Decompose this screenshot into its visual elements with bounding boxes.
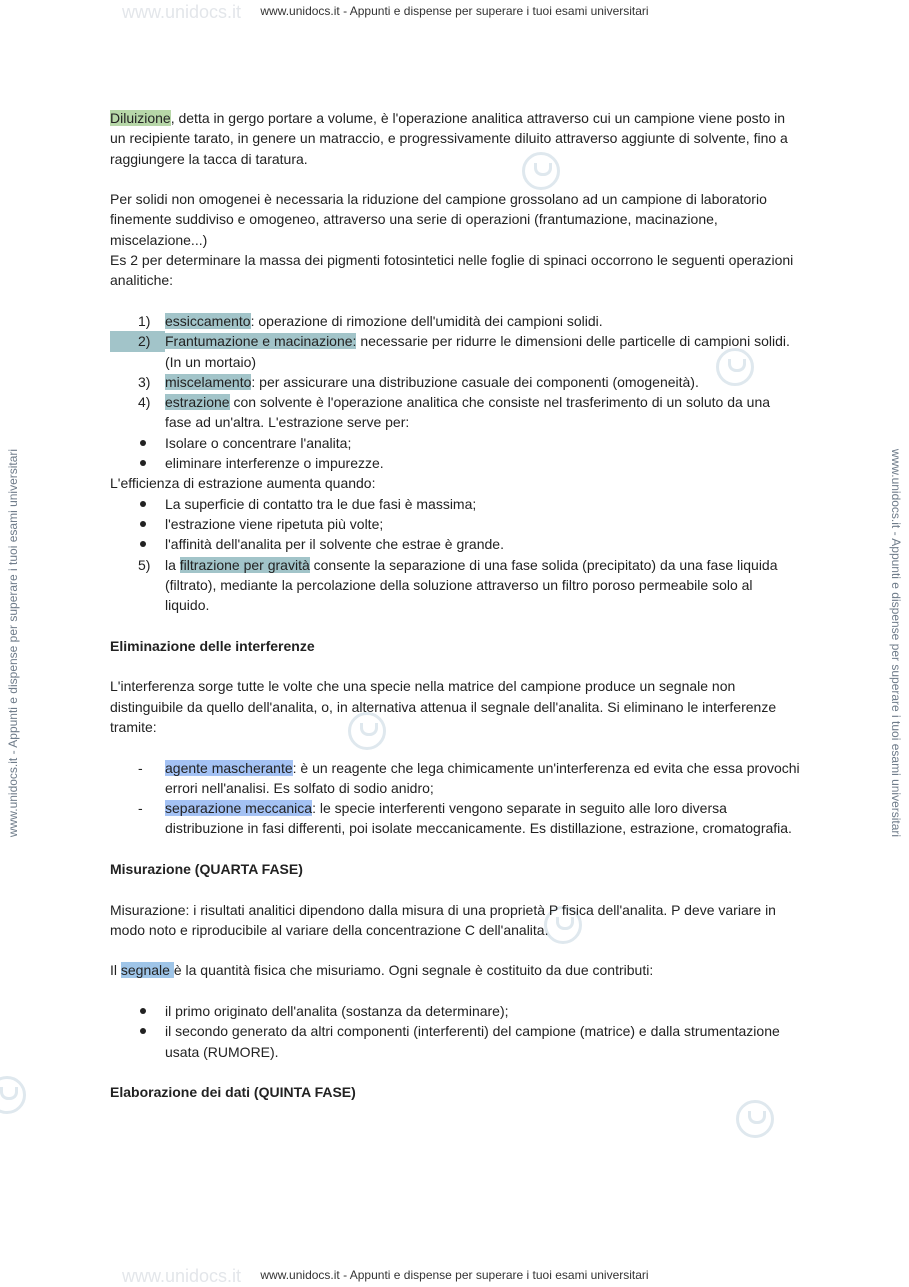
list-item: eliminare interferenze o impurezze. bbox=[110, 453, 800, 473]
highlighted-term: segnale bbox=[120, 962, 174, 979]
unidocs-logo-icon bbox=[736, 1100, 774, 1138]
list-item: - agente mascherante: è un reagente che lega chimicamente un'interferenza ed evita che essa provochi errori nell'analisi. Es solfato di sodio anidro; bbox=[138, 759, 800, 796]
bullet-icon bbox=[140, 1028, 146, 1034]
paragraph-solids: Per solidi non omogenei è necessaria la riduzione del campione grossolano ad un campione di laboratorio finemente suddiviso e omogeneo, attraverso una serie di operazioni (frantumazione, macinazione, miscelazione...) bbox=[110, 191, 767, 248]
highlighted-term: agente mascherante bbox=[165, 759, 293, 776]
bullet-icon bbox=[140, 1008, 146, 1014]
ghost-watermark: www.unidocs.it bbox=[122, 2, 242, 22]
ghost-watermark: www.unidocs.it bbox=[122, 1266, 242, 1286]
header-watermark: www.unidocs.it - Appunti e dispense per superare i tuoi esami universitari bbox=[260, 4, 649, 18]
list-item: 2) Frantumazione e macinazione: necessarie per ridurre le dimensioni delle particelle di campioni solidi. (In un mortaio) bbox=[110, 331, 800, 372]
list-item: Isolare o concentrare l'analita; bbox=[110, 433, 800, 453]
highlighted-term: filtrazione per gravità bbox=[179, 556, 310, 573]
list-item: il primo originato dell'analita (sostanza da determinare); bbox=[110, 1001, 800, 1021]
bullet-icon bbox=[140, 501, 146, 507]
bullet-icon bbox=[140, 440, 146, 446]
bullet-icon bbox=[140, 460, 146, 466]
highlighted-term: Frantumazione e macinazione: bbox=[165, 333, 357, 350]
highlighted-term: Diluizione bbox=[110, 110, 171, 126]
list-item: - separazione meccanica: le specie interferenti vengono separate in seguito alle loro diversa distribuzione in fasi differenti, poi isolate meccanicamente. Es distillazione, estrazione, cromatografia. bbox=[138, 800, 792, 837]
highlighted-term: separazione meccanica bbox=[165, 800, 313, 817]
list-item: 1) essiccamento: operazione di rimozione dell'umidità dei campioni solidi. bbox=[138, 312, 603, 329]
bullet-icon bbox=[140, 541, 146, 547]
list-item: La superficie di contatto tra le due fasi è massima; bbox=[110, 494, 800, 514]
list-item: il secondo generato da altri componenti (interferenti) del campione (matrice) e dalla strumentazione usata (RUMORE). bbox=[110, 1021, 800, 1062]
left-side-watermark: www.unidocs.it - Appunti e dispense per superare i tuoi esami universitari bbox=[6, 448, 20, 838]
paragraph-interference: L'interferenza sorge tutte le volte che una specie nella matrice del campione produce un segnale non distinguibile da quello dell'analita, o, in alternativa attenua il segnale dell'analita. Si eliminano le interferenze tramite: bbox=[110, 678, 777, 735]
list-item: 3) miscelamento: per assicurare una distribuzione casuale dei componenti (omogeneità). bbox=[138, 373, 699, 390]
paragraph-dilution: Diluizione, detta in gergo portare a volume, è l'operazione analitica attraverso cui un campione viene posto in un recipiente tarato, in genere un matraccio, e progressivamente diluito attraverso aggiunte di solvente, fino a raggiungere la tacca di taratura. bbox=[110, 110, 788, 167]
footer-watermark: www.unidocs.it - Appunti e dispense per superare i tuoi esami universitari bbox=[260, 1268, 649, 1282]
paragraph-measurement: Misurazione: i risultati analitici dipendono dalla misura di una proprietà P fisica dell'analita. P deve variare in modo noto e riproducibile al variare della concentrazione C dell'analita. bbox=[110, 901, 776, 938]
section-heading: Misurazione (QUARTA FASE) bbox=[110, 860, 303, 877]
highlighted-term: miscelamento bbox=[165, 373, 252, 390]
section-heading: Elaborazione dei dati (QUINTA FASE) bbox=[110, 1084, 356, 1101]
paragraph-signal: Il segnale è la quantità fisica che misuriamo. Ogni segnale è costituito da due contributi: bbox=[110, 962, 654, 979]
unidocs-logo-icon bbox=[0, 1076, 26, 1114]
list-item: l'estrazione viene ripetuta più volte; bbox=[110, 514, 800, 534]
right-side-watermark: www.unidocs.it - Appunti e dispense per superare i tuoi esami universitari bbox=[889, 448, 903, 838]
bullet-icon bbox=[140, 521, 146, 527]
section-heading: Eliminazione delle interferenze bbox=[110, 637, 315, 654]
list-item: l'affinità dell'analita per il solvente che estrae è grande. bbox=[110, 534, 800, 554]
list-item: 5) la filtrazione per gravità consente la separazione di una fase solida (precipitato) da una fase liquida (filtrato), mediante la percolazione della soluzione attraverso un filtro poroso permeabile solo al liquido. bbox=[138, 556, 778, 614]
highlighted-term: estrazione bbox=[165, 394, 230, 411]
paragraph-example: Es 2 per determinare la massa dei pigmenti fotosintetici nelle foglie di spinaci occorrono le seguenti operazioni analitiche: bbox=[110, 252, 794, 289]
document-body bbox=[110, 108, 800, 1103]
paragraph-efficiency: L'efficienza di estrazione aumenta quando: bbox=[110, 475, 376, 492]
list-item: 4) estrazione con solvente è l'operazione analitica che consiste nel trasferimento di un soluto da una fase ad un'altra. L'estrazione serve per: bbox=[138, 394, 771, 431]
highlighted-term: essiccamento bbox=[165, 312, 251, 329]
